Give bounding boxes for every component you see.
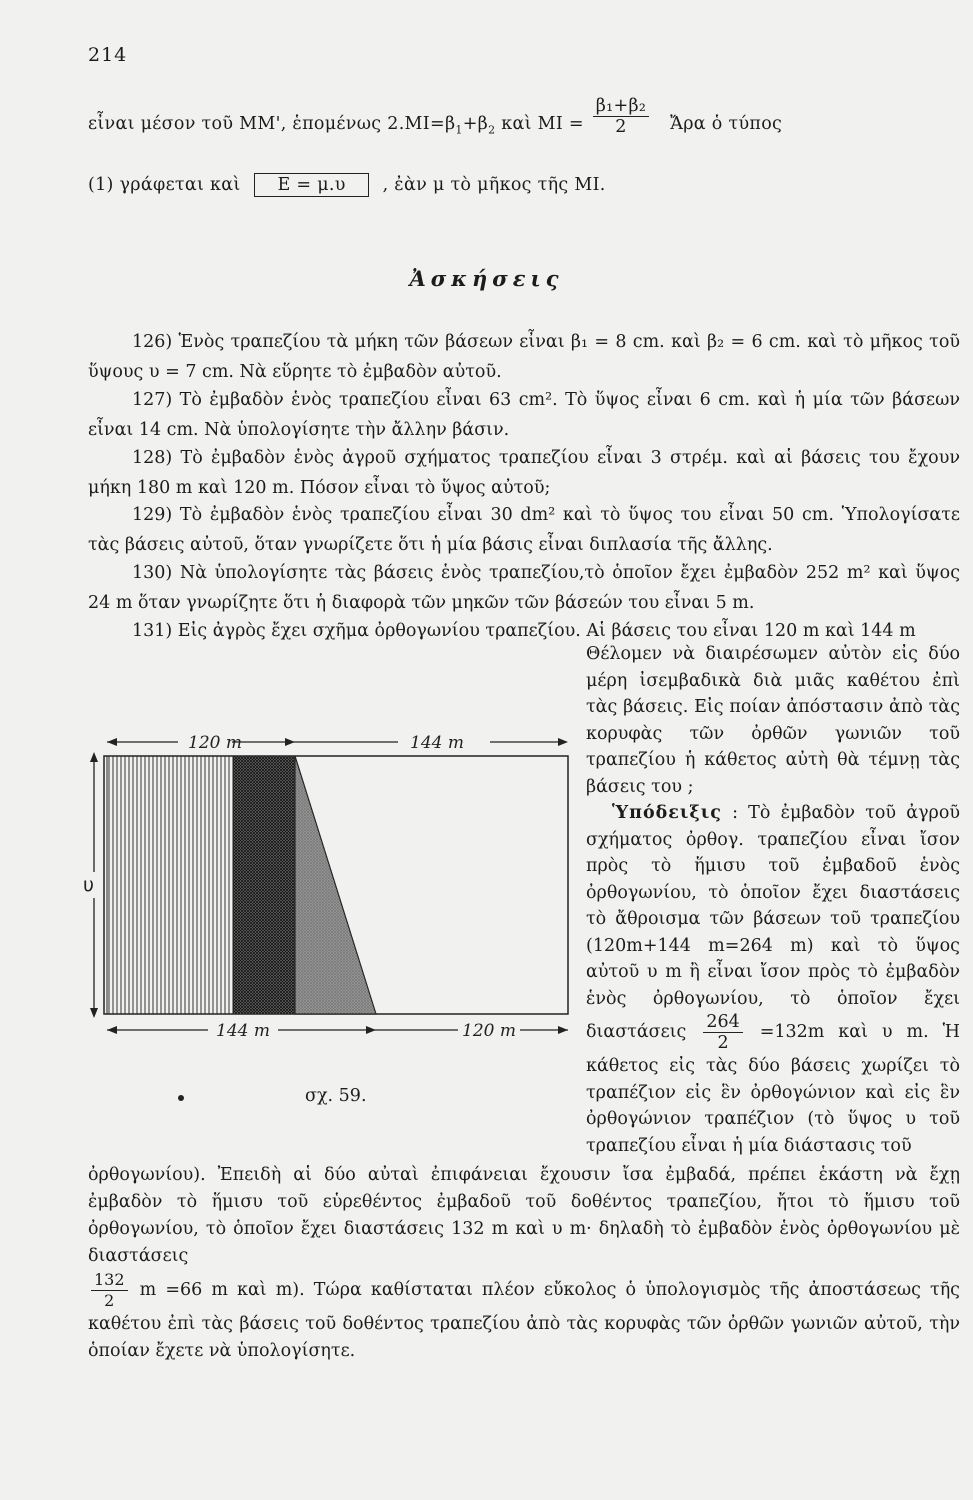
intro-line1-d: Ἄρα ὁ τύπος xyxy=(670,114,783,134)
continuation-text: ὀρθογωνίου). Ἐπειδὴ αἱ δύο αὐταὶ ἐπιφάνειαι ἔχουσιν ἴσα ἐμβαδά, πρέπει ἑκάστη νὰ ἔχῃ ἐμβαδὸν τὸ ἥμισυ τοῦ εὑρεθέντος ἐμβαδοῦ τοῦ δοθέντος τραπεζίου, ἤτοι τὸ ἥμισυ τοῦ ὀρθογωνίου, τὸ ὁποῖον ἔχει διαστάσεις 132 m καὶ υ m· δηλαδὴ τὸ ἐμβαδὸν ἑνὸς ὀρθογωνίου μὲ διαστάσεις xyxy=(88,1165,960,1266)
fraction-denominator: 2 xyxy=(104,1291,115,1310)
exercise-128 xyxy=(88,443,960,503)
arrow-head xyxy=(107,738,117,746)
arrow-head xyxy=(107,1026,117,1034)
intro-line-1: εἶναι μέσον τοῦ ΜΜ', ἑπομένως $2.MI=\beta_1+\beta_2$ καὶ ΜΙ = $\frac{\text{β₁+β₂}}{2}$ Ἄρα ὁ τύπος xyxy=(88,96,783,137)
label-bottom-right: 120 m xyxy=(462,1021,516,1041)
hint-text-continued: =132m καὶ υ m. Ἡ κάθετος εἰς τὰς δύο βάσεις χωρίζει τὸ τραπέζιον εἰς ἓν ὀρθογώνιον καὶ εἰς ἓν ὀρθογώνιον τραπέζιον (τὸ ὕψος υ τοῦ τραπεζίου εἶναι ἡ μία διάστασις τοῦ xyxy=(586,1022,960,1156)
exercise-text: 127) Τὸ ἐμβαδὸν ἑνὸς τραπεζίου εἶναι 63 cm². Τὸ ὕψος εἶναι 6 cm. καὶ ἡ μία τῶν βάσεων εἶναι 14 cm. Νὰ ὑπολογίσητε τὴν ἄλλην βάσιν. xyxy=(88,390,960,440)
exercise-text: 126) Ἑνὸς τραπεζίου τὰ μήκη τῶν βάσεων εἶναι β₁ = 8 cm. καὶ β₂ = 6 cm. καὶ τὸ μῆκος τοῦ ὕψους υ = 7 cm. Νὰ εὕρητε τὸ ἐμβαδὸν αὐτοῦ. xyxy=(88,332,960,382)
arrow-head xyxy=(558,1026,568,1034)
section-heading: Ἀσκήσεις xyxy=(409,266,564,291)
height-arrow-head-top xyxy=(90,752,98,762)
trapezoid-dense-part xyxy=(233,756,295,1014)
arrow-head xyxy=(558,738,568,746)
exercise-text: 130) Νὰ ὑπολογίσητε τὰς βάσεις ἑνὸς τραπεζίου,τὸ ὁποῖον ἔχει ἐμβαδὸν 252 m² καὶ ὕψος 24 m ὅταν γνωρίζητε ὅτι ἡ διαφορὰ τῶν μηκῶν τῶν βάσεών του εἶναι 5 m. xyxy=(88,563,960,613)
print-speck xyxy=(178,1095,184,1101)
intro-line-2 xyxy=(88,173,606,197)
arrow-head xyxy=(285,738,295,746)
intro-line1-a: εἶναι μέσον τοῦ ΜΜ', ἑπομένως 2.ΜΙ=β xyxy=(88,114,456,134)
rectangle-part xyxy=(107,756,233,1014)
exercise-131-continuation xyxy=(88,1162,960,1365)
exercise-131-question: Θέλομεν νὰ διαιρέσωμεν αὐτὸν εἰς δύο μέρη ἰσεμβαδικὰ διὰ μιᾶς καθέτου ἐπὶ τὰς βάσεις. Εἰς ποίαν ἀπόστασιν ἀπὸ τὰς κορυφὰς τῶν ὀρθῶν γωνιῶν τοῦ τραπεζίου ἡ κάθετος αὐτὴ θὰ τέμνῃ τὰς βάσεις του ; xyxy=(586,644,960,797)
figure-caption: σχ. 59. xyxy=(305,1086,367,1106)
intro-line1-c: καὶ ΜΙ = xyxy=(495,114,584,134)
fraction-denominator: 2 xyxy=(717,1033,729,1053)
height-arrow-head-bottom xyxy=(90,1008,98,1018)
hint-label: Ὑπόδειξις xyxy=(612,803,722,823)
fraction-132-2 xyxy=(91,1270,128,1311)
exercise-text: 129) Τὸ ἐμβαδὸν ἑνὸς τραπεζίου εἶναι 30 dm² καὶ τὸ ὕψος του εἶναι 50 cm. Ὑπολογίσατε τὰς βάσεις αὐτοῦ, ὅταν γνωρίζετε ὅτι ἡ μία βάσις εἶναι διπλασία τῆς ἄλλης. xyxy=(88,505,960,555)
boxed-formula: Ε = μ.υ xyxy=(254,173,368,197)
exercise-text: 131) Εἰς ἀγρὸς ἔχει σχῆμα ὀρθογωνίου τραπεζίου. Αἱ βάσεις του εἶναι 120 m καὶ 144 m xyxy=(132,621,916,641)
label-bottom-left: 144 m xyxy=(216,1021,270,1041)
continuation-text-2: m =66 m καὶ m). Τώρα καθίσταται πλέον εὔκολος ὁ ὑπολογισμὸς τῆς ἀποστάσεως τῆς καθέτου ἐπὶ τὰς βάσεις τοῦ δοθέντος τραπεζίου ἀπὸ τὰς κορυφὰς τῶν ὀρθῶν γωνιῶν αὐτοῦ, τὴν ὁποίαν ἔχετε νὰ ὑπολογίσητε. xyxy=(88,1280,960,1361)
fraction-numerator: 264 xyxy=(703,1012,742,1033)
exercise-126 xyxy=(88,327,960,387)
intro-line2-b: , ἐὰν μ τὸ μῆκος τῆς ΜΙ. xyxy=(382,175,606,195)
exercise-130 xyxy=(88,558,960,618)
exercise-127 xyxy=(88,385,960,445)
page-number: 214 xyxy=(88,44,128,66)
fraction-264-2 xyxy=(703,1012,742,1053)
label-top-left: 120 m xyxy=(188,733,242,753)
exercise-text: 128) Τὸ ἐμβαδὸν ἑνὸς ἀγροῦ σχήματος τραπεζίου εἶναι 3 στρέμ. καὶ αἱ βάσεις του ἔχουν μήκη 180 m καὶ 120 m. Πόσον εἶναι τὸ ὕψος αὐτοῦ; xyxy=(88,448,960,498)
fraction-numerator: 132 xyxy=(91,1270,128,1291)
fraction-numerator: β₁+β₂ xyxy=(593,96,649,117)
fraction-mi xyxy=(593,96,649,137)
fraction-denominator: 2 xyxy=(615,117,627,137)
label-top-right: 144 m xyxy=(410,733,464,753)
intro-line2-a: (1) γράφεται καὶ xyxy=(88,175,241,195)
arrow-head xyxy=(366,1026,376,1034)
exercise-131-right-column xyxy=(586,641,960,1159)
hint-text: : Τὸ ἐμβαδὸν τοῦ ἀγροῦ σχήματος ὀρθογ. τραπεζίου εἶναι ἴσον πρὸς τὸ ἥμισυ τοῦ ἐμβαδοῦ ἑνὸς ὀρθογωνίου, τὸ ὁποῖον ἔχει διαστάσεις τὸ ἄθροισμα τῶν βάσεων τοῦ τραπεζίου (120m+144 m=264 m) καὶ τὸ ὕψος αὐτοῦ υ m ἢ εἶναι ἴσον πρὸς τὸ ἐμβαδὸν ἑνὸς ὀρθογωνίου, τὸ ὁποῖον ἔχει διαστάσεις xyxy=(586,803,960,1042)
figure-59 xyxy=(80,722,580,1092)
intro-line1-b: +β xyxy=(462,114,489,134)
exercise-129 xyxy=(88,500,960,560)
label-height: υ xyxy=(83,874,94,896)
